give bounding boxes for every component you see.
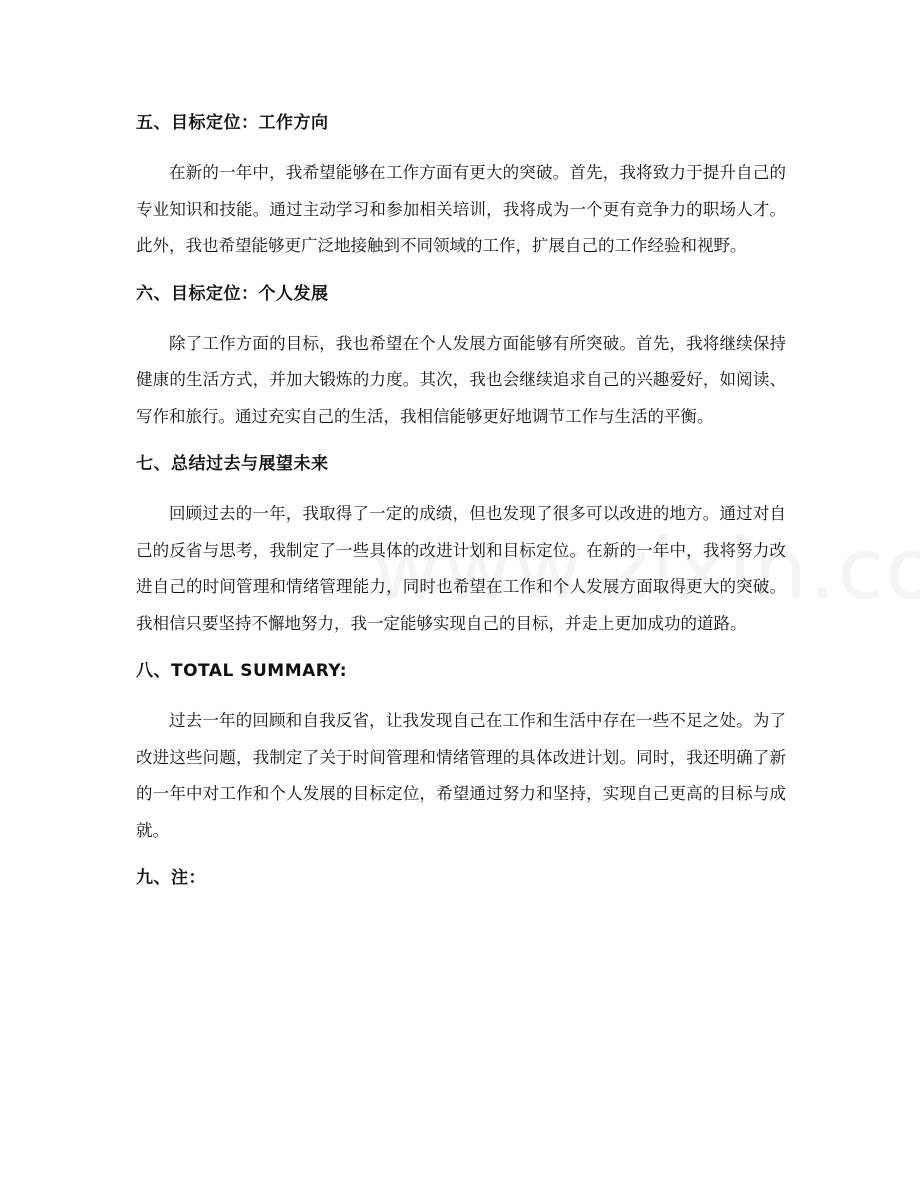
document-content xyxy=(136,108,786,893)
section-body-7: 回顾过去的一年，我取得了一定的成绩，但也发现了很多可以改进的地方。通过对自己的反省与思考，我制定了一些具体的改进计划和目标定位。在新的一年中，我将努力改进自己的时间管理和情绪管理能力，同时也希望在工作和个人发展方面取得更大的突破。我相信只要坚持不懈地努力，我一定能够实现自己的目标，并走上更加成功的道路。 xyxy=(136,504,786,633)
section-heading-9: 九、注： xyxy=(136,868,206,888)
section-body-6: 除了工作方面的目标，我也希望在个人发展方面能够有所突破。首先，我将继续保持健康的生活方式，并加大锻炼的力度。其次，我也会继续追求自己的兴趣爱好，如阅读、写作和旅行。通过充实自己的生活，我相信能够更好地调节工作与生活的平衡。 xyxy=(136,333,786,426)
section-body-5: 在新的一年中，我希望能够在工作方面有更大的突破。首先，我将致力于提升自己的专业知识和技能。通过主动学习和参加相关培训，我将成为一个更有竞争力的职场人才。此外，我也希望能够更广泛地接触到不同领域的工作，扩展自己的工作经验和视野。 xyxy=(136,163,786,255)
section-heading-8: 八、TOTAL SUMMARY: xyxy=(136,661,348,681)
section-heading-6: 六、目标定位：个人发展 xyxy=(136,283,329,304)
section-heading-5: 五、目标定位：工作方向 xyxy=(136,113,329,133)
section-heading-7: 七、总结过去与展望未来 xyxy=(136,454,329,474)
section-body-8: 过去一年的回顾和自我反省，让我发现自己在工作和生活中存在一些不足之处。为了改进这些问题，我制定了关于时间管理和情绪管理的具体改进计划。同时，我还明确了新的一年中对工作和个人发展的目标定位，希望通过努力和坚持，实现自己更高的目标与成就。 xyxy=(136,711,786,840)
